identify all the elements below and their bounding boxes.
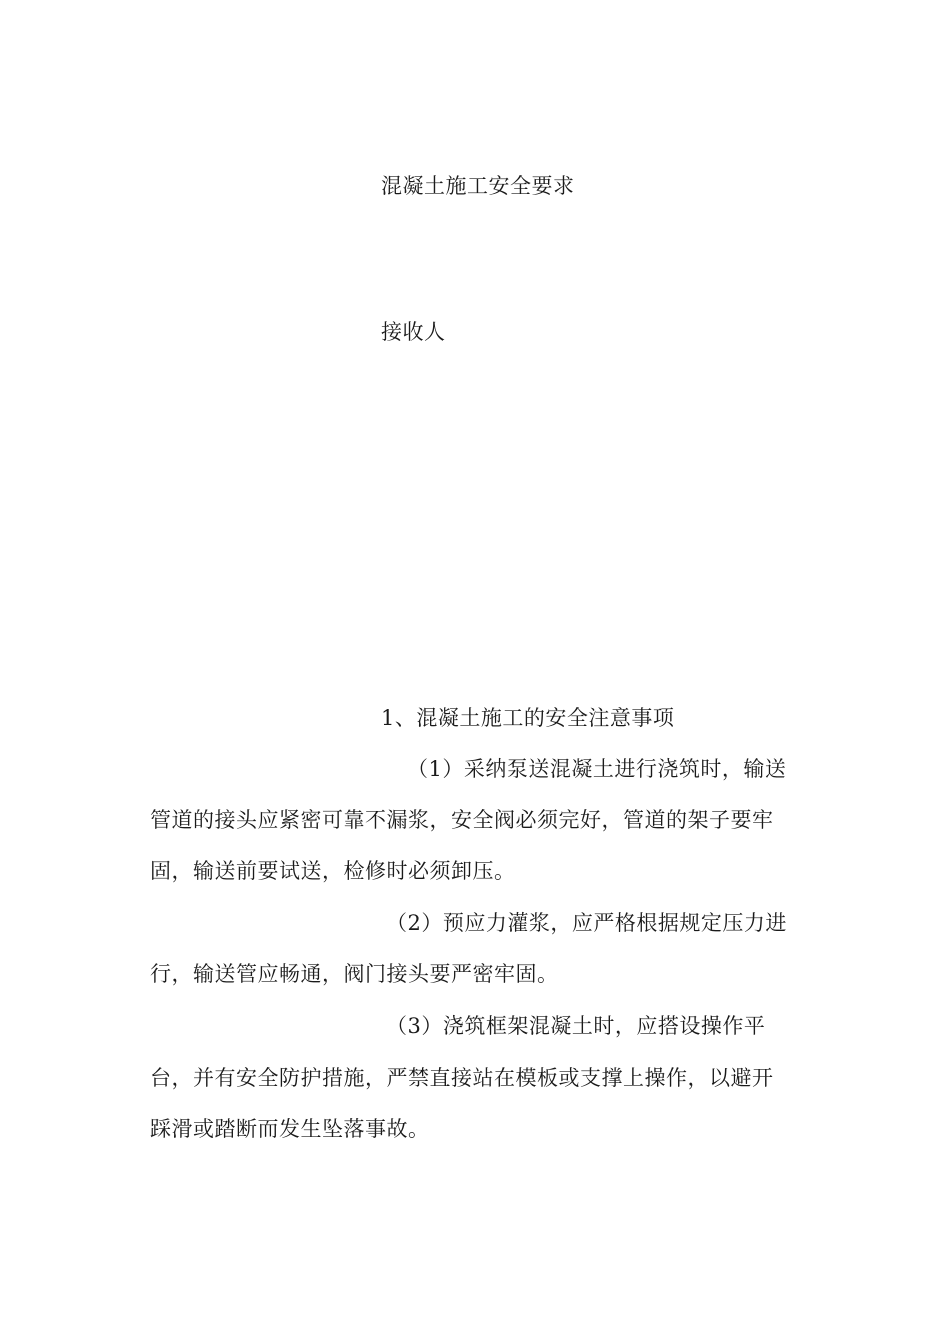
paragraph-1-line-1: （1）采纳泵送混凝土进行浇筑时，输送 (407, 757, 787, 781)
document-title: 混凝土施工安全要求 (381, 174, 575, 198)
section-heading: 1、混凝土施工的安全注意事项 (381, 706, 675, 730)
paragraph-2-line-2: 行，输送管应畅通，阀门接头要严密牢固。 (150, 962, 559, 986)
receiver-label: 接收人 (381, 320, 446, 344)
paragraph-3-line-3: 踩滑或踏断而发生坠落事故。 (150, 1117, 430, 1141)
paragraph-3-line-1: （3）浇筑框架混凝土时，应搭设操作平 (386, 1014, 766, 1038)
paragraph-3-line-2: 台，并有安全防护措施，严禁直接站在模板或支撑上操作，以避开 (150, 1066, 774, 1090)
paragraph-1-line-3: 固，输送前要试送，检修时必须卸压。 (150, 859, 516, 883)
paragraph-2-line-1: （2）预应力灌浆，应严格根据规定压力进 (386, 911, 787, 935)
paragraph-1-line-2: 管道的接头应紧密可靠不漏浆，安全阀必须完好，管道的架子要牢 (150, 808, 774, 832)
